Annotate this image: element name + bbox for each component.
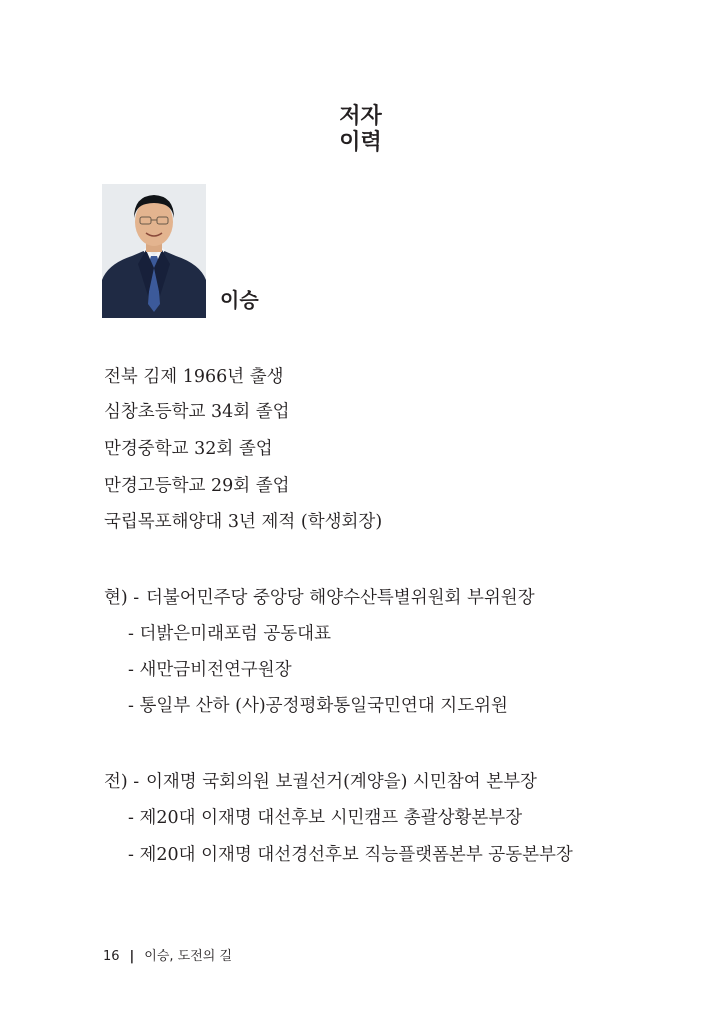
former-role-item: - 제20대 이재명 대선후보 시민캠프 총괄상황본부장 (128, 808, 523, 828)
bio-line-middle: 만경중학교 32회 졸업 (104, 439, 273, 459)
current-roles-prefix: 현) - (104, 588, 140, 608)
current-role-item: - 더밝은미래포럼 공동대표 (128, 624, 331, 644)
footer-separator: | (129, 949, 135, 964)
current-role-item: - 통일부 산하 (사)공정평화통일국민연대 지도위원 (128, 696, 508, 716)
current-role-item: 더불어민주당 중앙당 해양수산특별위원회 부위원장 (146, 588, 535, 608)
author-name: 이승 (220, 288, 259, 312)
page-number: 16 (103, 949, 120, 964)
title-line-1: 저자 (339, 104, 382, 129)
former-role-item: 이재명 국회의원 보궐선거(계양을) 시민참여 본부장 (146, 772, 537, 792)
bio-line-high: 만경고등학교 29회 졸업 (104, 476, 290, 496)
page-title (0, 104, 721, 156)
bio-line-elementary: 심창초등학교 34회 졸업 (104, 402, 290, 422)
book-title: 이승, 도전의 길 (144, 949, 233, 964)
bio-line-birth: 전북 김제 1966년 출생 (104, 367, 284, 387)
bio-line-university: 국립목포해양대 3년 제적 (학생회장) (104, 512, 383, 532)
author-photo (102, 184, 206, 318)
title-line-2: 이력 (339, 130, 382, 155)
current-role-item: - 새만금비전연구원장 (128, 660, 292, 680)
former-role-item: - 제20대 이재명 대선경선후보 직능플랫폼본부 공동본부장 (128, 845, 573, 865)
former-roles-prefix: 전) - (104, 772, 140, 792)
page-footer (103, 948, 232, 966)
